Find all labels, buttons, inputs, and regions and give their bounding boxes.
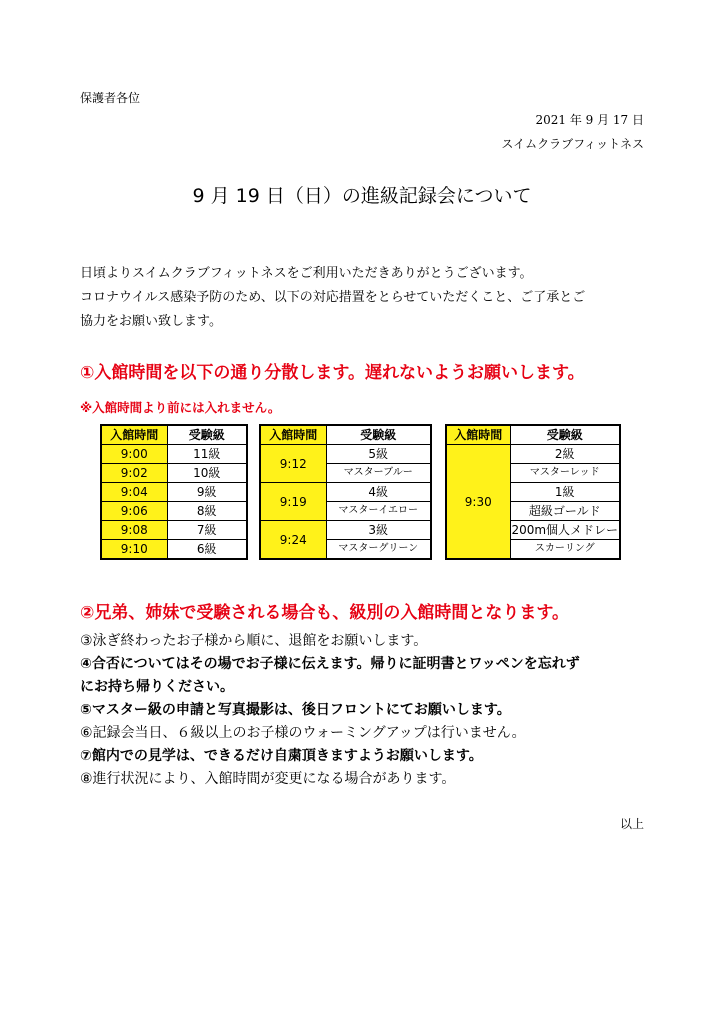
entry-time: 9:00 bbox=[101, 445, 167, 464]
grade: 3級 bbox=[326, 521, 431, 540]
grade: 5級 bbox=[326, 445, 431, 464]
schedule-table-1 bbox=[100, 424, 248, 560]
list-item: ⑥記録会当日、６級以上のお子様のウォーミングアップは行いません。 bbox=[80, 725, 526, 741]
organization-name: スイムクラブフィットネス bbox=[501, 137, 644, 151]
list-item: ⑤マスター級の申請と写真撮影は、後日フロントにてお願いします。 bbox=[80, 702, 511, 718]
table-row bbox=[101, 464, 247, 483]
grade: 2級 bbox=[510, 445, 620, 464]
table-row bbox=[260, 445, 431, 464]
notes-list bbox=[80, 630, 580, 791]
table-row bbox=[101, 540, 247, 560]
table-row bbox=[101, 521, 247, 540]
table-row bbox=[101, 502, 247, 521]
table-row bbox=[260, 483, 431, 502]
column-header-grade: 受験級 bbox=[510, 425, 620, 445]
grade: 9級 bbox=[167, 483, 247, 502]
grade: 10級 bbox=[167, 464, 247, 483]
list-item: ⑧進行状況により、入館時間が変更になる場合があります。 bbox=[80, 771, 456, 787]
table-row bbox=[101, 445, 247, 464]
grade: 1級 bbox=[510, 483, 620, 502]
entry-time: 9:08 bbox=[101, 521, 167, 540]
section2-heading: ②兄弟、姉妹で受験される場合も、級別の入館時間となります。 bbox=[80, 603, 570, 623]
intro-line: 日頃よりスイムクラブフィットネスをご利用いただきありがとうございます。 bbox=[80, 266, 533, 281]
table-row bbox=[101, 483, 247, 502]
column-header-time: 入館時間 bbox=[260, 425, 326, 445]
grade: 8級 bbox=[167, 502, 247, 521]
closing-text: 以上 bbox=[619, 817, 644, 831]
entry-note: ※入館時間より前には入れません。 bbox=[80, 400, 281, 415]
grade: マスターイエロー bbox=[326, 502, 431, 521]
addressee: 保護者各位 bbox=[80, 91, 141, 105]
grade: 6級 bbox=[167, 540, 247, 560]
document-date: 2021 年 9 月 17 日 bbox=[535, 113, 644, 127]
intro-line: コロナウイルス感染予防のため、以下の対応措置をとらせていただくこと、ご了承とご bbox=[80, 290, 586, 305]
list-item: ⑦館内での見学は、できるだけ自粛頂きますようお願いします。 bbox=[80, 748, 483, 764]
column-header-time: 入館時間 bbox=[101, 425, 167, 445]
document-title: 9 月 19 日（日）の進級記録会について bbox=[192, 185, 532, 207]
schedule-table-3 bbox=[445, 424, 621, 560]
grade: マスターレッド bbox=[510, 464, 620, 483]
entry-time: 9:04 bbox=[101, 483, 167, 502]
grade: 200m個人メドレー bbox=[510, 521, 620, 540]
table-row bbox=[446, 445, 620, 464]
grade: マスターブルー bbox=[326, 464, 431, 483]
entry-time: 9:24 bbox=[260, 521, 326, 560]
column-header-grade: 受験級 bbox=[167, 425, 247, 445]
intro-paragraph bbox=[80, 262, 585, 334]
grade: スカーリング bbox=[510, 540, 620, 560]
entry-time: 9:06 bbox=[101, 502, 167, 521]
column-header-time: 入館時間 bbox=[446, 425, 510, 445]
entry-time: 9:02 bbox=[101, 464, 167, 483]
schedule-table-2 bbox=[259, 424, 432, 560]
entry-time: 9:19 bbox=[260, 483, 326, 521]
entry-time: 9:30 bbox=[446, 445, 510, 560]
list-item: にお持ち帰りください。 bbox=[80, 679, 234, 695]
grade: 11級 bbox=[167, 445, 247, 464]
grade: 7級 bbox=[167, 521, 247, 540]
grade: マスターグリーン bbox=[326, 540, 431, 560]
grade: 4級 bbox=[326, 483, 431, 502]
list-item: ③泳ぎ終わったお子様から順に、退館をお願いします。 bbox=[80, 633, 428, 649]
column-header-grade: 受験級 bbox=[326, 425, 431, 445]
section1-heading: ①入館時間を以下の通り分散します。遅れないようお願いします。 bbox=[80, 363, 585, 383]
intro-line: 協力をお願い致します。 bbox=[80, 314, 222, 329]
entry-time: 9:12 bbox=[260, 445, 326, 483]
grade: 超級ゴールド bbox=[510, 502, 620, 521]
entry-time: 9:10 bbox=[101, 540, 167, 560]
list-item: ④合否についてはその場でお子様に伝えます。帰りに証明書とワッペンを忘れず bbox=[80, 656, 580, 672]
table-row bbox=[260, 521, 431, 540]
